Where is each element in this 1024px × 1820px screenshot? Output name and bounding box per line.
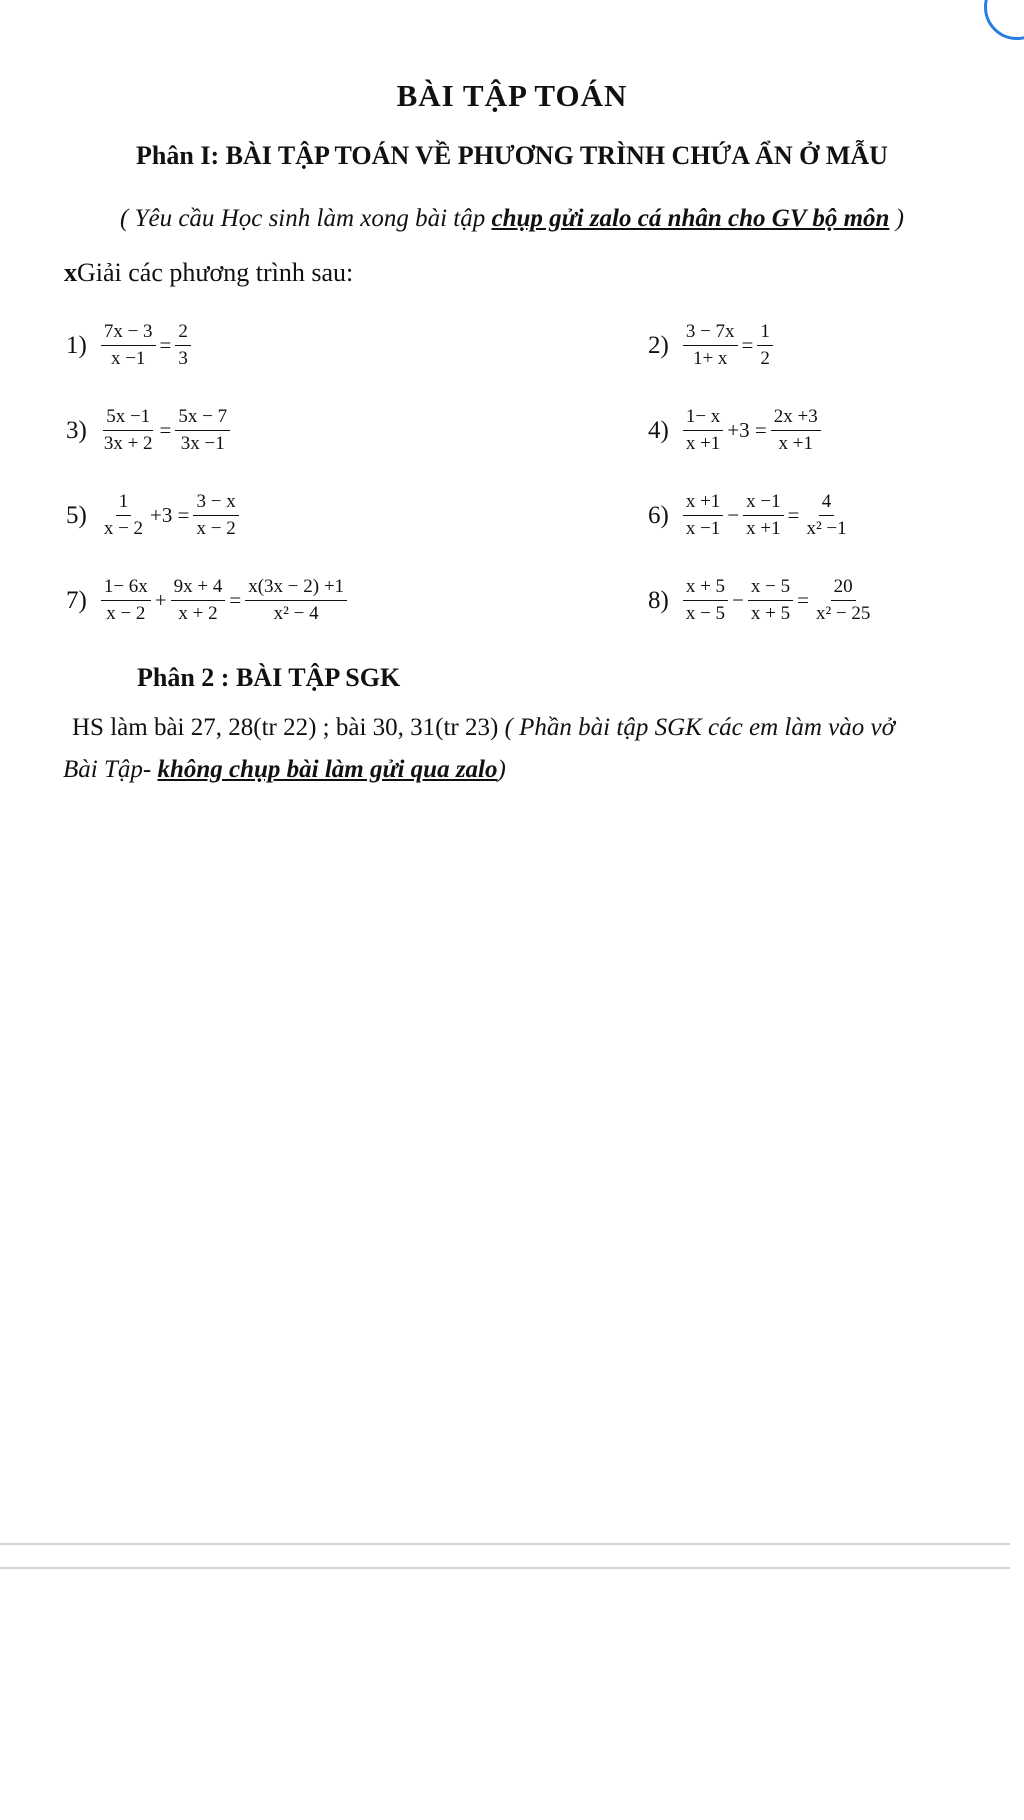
problem-number: 8) — [648, 586, 669, 614]
denominator: x +1 — [746, 517, 781, 539]
numerator: 20 — [831, 577, 856, 601]
homework-note: ( Phần bài tập SGK các em làm vào vở — [504, 714, 895, 741]
numerator: x(3x − 2) +1 — [245, 577, 347, 601]
numerator: x +1 — [683, 492, 723, 516]
fraction — [741, 492, 785, 540]
problem-number: 7) — [66, 586, 87, 614]
separator-line — [0, 1543, 1010, 1545]
fraction — [769, 407, 823, 455]
numerator: 2x +3 — [771, 407, 821, 431]
note-suffix: ) — [889, 205, 904, 232]
fraction — [681, 577, 730, 625]
problem-number: 4) — [648, 416, 669, 444]
operator: = — [797, 588, 809, 613]
numerator: 3 − 7x — [683, 322, 738, 346]
numerator: 9x + 4 — [171, 577, 226, 601]
denominator: 3x −1 — [180, 432, 225, 454]
denominator: x − 5 — [685, 602, 726, 624]
denominator: x + 5 — [750, 602, 791, 624]
numerator: 1− 6x — [101, 577, 151, 601]
note-prefix: ( Yêu cầu Học sinh làm xong bài tập — [120, 205, 492, 232]
fraction — [99, 407, 158, 455]
fraction — [811, 577, 875, 625]
denominator: 1+ x — [692, 347, 728, 369]
operator: − — [727, 503, 740, 528]
homework-emphasis: không chụp bài làm gửi qua zalo — [157, 756, 498, 783]
problem-1 — [66, 322, 193, 370]
corner-decoration — [984, 0, 1024, 40]
numerator: 1 — [116, 492, 132, 516]
problem-2 — [648, 322, 775, 370]
numerator: 2 — [175, 322, 191, 346]
fraction — [801, 492, 851, 540]
fraction — [755, 322, 775, 370]
denominator: x² − 25 — [815, 602, 871, 624]
numerator: x + 5 — [683, 577, 728, 601]
numerator: 7x − 3 — [101, 322, 156, 346]
denominator: x +1 — [685, 432, 721, 454]
operator: = — [741, 333, 754, 358]
denominator: 3x + 2 — [103, 432, 153, 454]
fraction — [99, 577, 153, 625]
problem-4 — [648, 407, 823, 455]
fraction — [99, 322, 158, 370]
operator: = — [229, 588, 242, 613]
fraction — [681, 407, 725, 455]
operator: = — [159, 418, 172, 443]
problem-number: 2) — [648, 331, 669, 359]
denominator: x² −1 — [806, 517, 847, 539]
doc-title: BÀI TẬP TOÁN — [396, 78, 628, 113]
separator-line — [0, 1567, 1010, 1569]
problem-8 — [648, 577, 875, 625]
denominator: 3 — [178, 347, 188, 369]
operator: +3 = — [150, 503, 190, 528]
part1-heading: Phân I: BÀI TẬP TOÁN VỀ PHƯƠNG TRÌNH CHỨA ẨN Ở MẪU — [136, 141, 888, 170]
denominator: x −1 — [110, 347, 146, 369]
numerator: 4 — [819, 492, 835, 516]
numerator: x − 5 — [748, 577, 793, 601]
numerator: 5x −1 — [103, 407, 153, 431]
operator: − — [732, 588, 744, 613]
intro-text: Giải các phương trình sau: — [77, 258, 354, 287]
problem-7 — [66, 577, 349, 625]
intro-mark: x — [64, 258, 77, 287]
problem-6 — [648, 492, 852, 540]
denominator: 2 — [760, 347, 770, 369]
fraction — [243, 577, 349, 625]
denominator: x − 2 — [196, 517, 236, 539]
operator: = — [787, 503, 800, 528]
problem-number: 6) — [648, 501, 669, 529]
numerator: 1− x — [683, 407, 723, 431]
note-emphasis: chụp gửi zalo cá nhân cho GV bộ môn — [491, 205, 890, 232]
fraction — [746, 577, 795, 625]
fraction — [191, 492, 240, 540]
denominator: x − 2 — [103, 517, 144, 539]
operator: = — [159, 333, 172, 358]
part2-heading: Phân 2 : BÀI TẬP SGK — [137, 663, 401, 692]
numerator: 1 — [757, 322, 773, 346]
fraction — [169, 577, 228, 625]
instruction-note — [0, 205, 1024, 233]
numerator: 5x − 7 — [175, 407, 230, 431]
problem-number: 5) — [66, 501, 87, 529]
homework-line-2 — [63, 756, 506, 784]
homework-line-1 — [72, 714, 895, 742]
numerator: 3 − x — [193, 492, 238, 516]
operator: + — [154, 588, 167, 613]
denominator: x² − 4 — [273, 602, 319, 624]
operator: +3 = — [727, 418, 767, 443]
denominator: x + 2 — [178, 602, 218, 624]
problem-number: 3) — [66, 416, 87, 444]
denominator: x −1 — [685, 517, 721, 539]
denominator: x +1 — [778, 432, 813, 454]
problem-number: 1) — [66, 331, 87, 359]
problem-5 — [66, 492, 241, 540]
homework-text: HS làm bài 27, 28(tr 22) ; bài 30, 31(tr 23) — [72, 714, 505, 741]
fraction — [173, 407, 232, 455]
fraction — [173, 322, 193, 370]
denominator: x − 2 — [106, 602, 146, 624]
problem-3 — [66, 407, 232, 455]
fraction — [681, 322, 740, 370]
numerator: x −1 — [743, 492, 783, 516]
homework-suffix: ) — [497, 756, 506, 783]
intro-line — [64, 258, 353, 288]
fraction — [99, 492, 148, 540]
fraction — [681, 492, 725, 540]
homework-text-2: Bài Tập- — [63, 756, 158, 783]
